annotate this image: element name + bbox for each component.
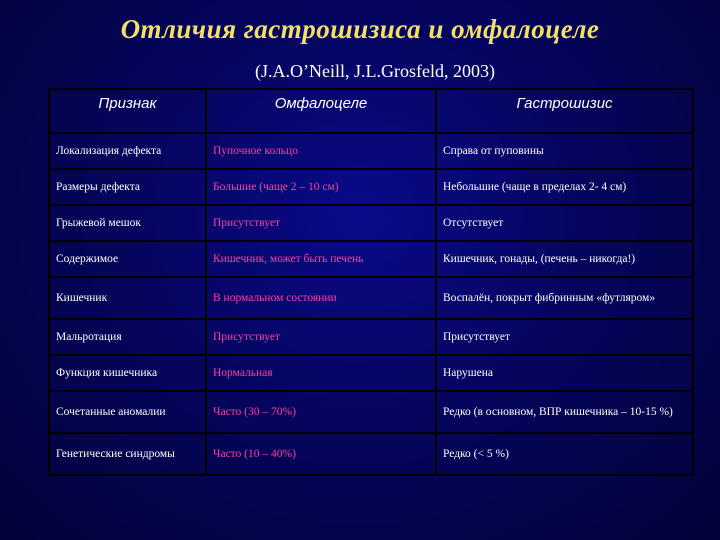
cell-gastroschisis: Справа от пуповины [436, 133, 693, 169]
header-omphalocele: Омфалоцеле [206, 89, 436, 133]
cell-sign: Грыжевой мешок [49, 205, 206, 241]
slide-title: Отличия гастрошизиса и омфалоцеле [120, 14, 600, 44]
cell-omphalocele: Присутствует [206, 319, 436, 355]
cell-gastroschisis: Кишечник, гонады, (печень – никогда!) [436, 241, 693, 277]
cell-omphalocele: Часто (30 – 70%) [206, 391, 436, 433]
cell-sign: Локализация дефекта [49, 133, 206, 169]
table-row [49, 241, 693, 277]
cell-gastroschisis: Нарушена [436, 355, 693, 391]
header-gastroschisis: Гастрошизис [436, 89, 693, 133]
cell-omphalocele: Пупочное кольцо [206, 133, 436, 169]
table-row [49, 391, 693, 433]
table-row [49, 433, 693, 475]
table-header-row [49, 89, 693, 133]
cell-omphalocele: В нормальном состоянии [206, 277, 436, 319]
cell-omphalocele: Часто (10 – 40%) [206, 433, 436, 475]
cell-omphalocele: Нормальная [206, 355, 436, 391]
header-sign: Признак [49, 89, 206, 133]
cell-sign: Сочетанные аномалии [49, 391, 206, 433]
cell-sign: Мальротация [49, 319, 206, 355]
cell-gastroschisis: Небольшие (чаще в пределах 2- 4 см) [436, 169, 693, 205]
table-row [49, 133, 693, 169]
cell-gastroschisis: Отсутствует [436, 205, 693, 241]
slide-subtitle: (J.A.O’Neill, J.L.Grosfeld, 2003) [255, 61, 495, 81]
cell-gastroschisis: Редко (< 5 %) [436, 433, 693, 475]
table-row [49, 319, 693, 355]
table-row [49, 169, 693, 205]
comparison-table [48, 88, 694, 476]
cell-omphalocele: Кишечник, может быть печень [206, 241, 436, 277]
table-row [49, 277, 693, 319]
cell-omphalocele: Большие (чаще 2 – 10 см) [206, 169, 436, 205]
cell-sign: Размеры дефекта [49, 169, 206, 205]
cell-omphalocele: Присутствует [206, 205, 436, 241]
cell-sign: Функция кишечника [49, 355, 206, 391]
table-row [49, 355, 693, 391]
table-row [49, 205, 693, 241]
cell-gastroschisis: Редко (в основном, ВПР кишечника – 10-15 %) [436, 391, 693, 433]
cell-sign: Кишечник [49, 277, 206, 319]
cell-gastroschisis: Присутствует [436, 319, 693, 355]
cell-gastroschisis: Воспалён, покрыт фибринным «футляром» [436, 277, 693, 319]
cell-sign: Генетические синдромы [49, 433, 206, 475]
cell-sign: Содержимое [49, 241, 206, 277]
